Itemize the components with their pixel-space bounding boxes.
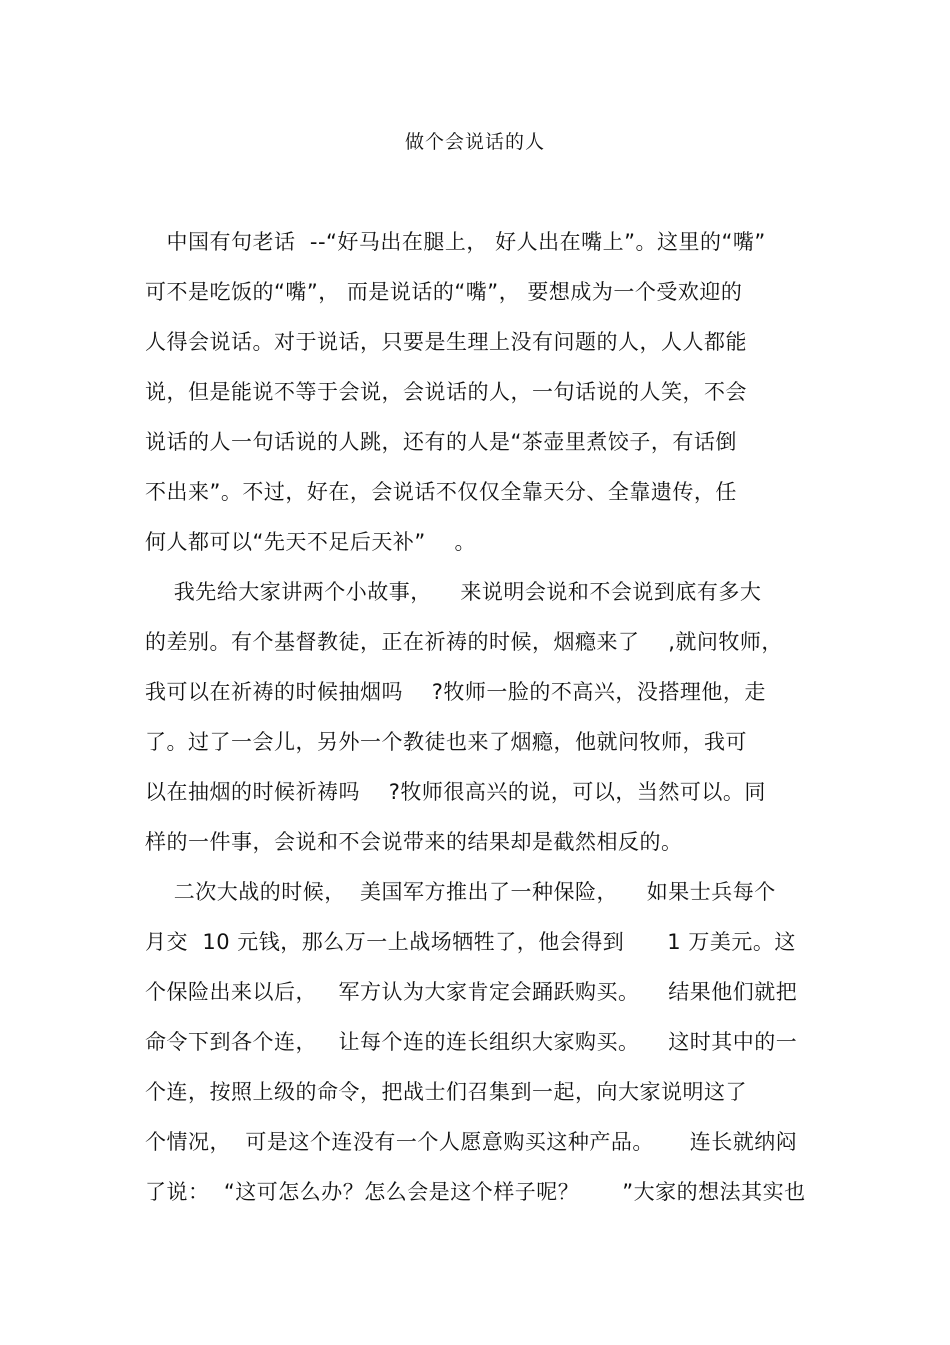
body-line: 样的一件事，会说和不会说带来的结果却是截然相反的。 <box>145 830 683 854</box>
body-line: 了。过了一会儿，另外一个教徒也来了烟瘾，他就问牧师，我可 <box>145 730 747 754</box>
body-line: 个情况， 可是这个连没有一个人愿意购买这种产品。 连长就纳闷 <box>145 1130 798 1154</box>
body-line: 了说： “这可怎么办？怎么会是这个样子呢？ ”大家的想法其实也 <box>145 1180 806 1204</box>
body-line: 何人都可以“先天不足后天补” 。 <box>145 530 476 554</box>
body-line: 个连，按照上级的命令，把战士们召集到一起，向大家说明这了 <box>145 1080 747 1104</box>
body-line: 说，但是能说不等于会说，会说话的人，一句话说的人笑，不会 <box>145 380 747 404</box>
body-line: 的差别。有个基督教徒，正在祈祷的时候，烟瘾来了 ,就问牧师， <box>145 630 783 654</box>
body-line: 个保险出来以后， 军方认为大家肯定会踊跃购买。 结果他们就把 <box>145 980 798 1004</box>
body-line: 二次大战的时候， 美国军方推出了一种保险， 如果士兵每个 <box>145 880 776 904</box>
body-line: 中国有句老话 --“好马出在腿上， 好人出在嘴上”。这里的“嘴” <box>145 230 766 254</box>
document-title: 做个会说话的人 <box>404 131 545 153</box>
body-line: 我可以在祈祷的时候抽烟吗 ?牧师一脸的不高兴，没搭理他，走 <box>145 680 766 704</box>
body-line: 可不是吃饭的“嘴”， 而是说话的“嘴”， 要想成为一个受欢迎的 <box>145 280 743 304</box>
body-line: 我先给大家讲两个小故事， 来说明会说和不会说到底有多大 <box>145 580 762 604</box>
body-line: 说话的人一句话说的人跳，还有的人是“茶壶里煮饺子，有话倒 <box>145 430 737 454</box>
body-line: 命令下到各个连， 让每个连的连长组织大家购买。 这时其中的一 <box>145 1030 798 1054</box>
body-line: 不出来”。不过，好在，会说话不仅仅全靠天分、全靠遗传，任 <box>145 480 737 504</box>
body-line: 以在抽烟的时候祈祷吗 ?牧师很高兴的说，可以，当然可以。同 <box>145 780 766 804</box>
body-line: 人得会说话。对于说话，只要是生理上没有问题的人，人人都能 <box>145 330 747 354</box>
body-line: 月交 10 元钱，那么万一上战场牺牲了，他会得到 1 万美元。这 <box>145 930 796 954</box>
